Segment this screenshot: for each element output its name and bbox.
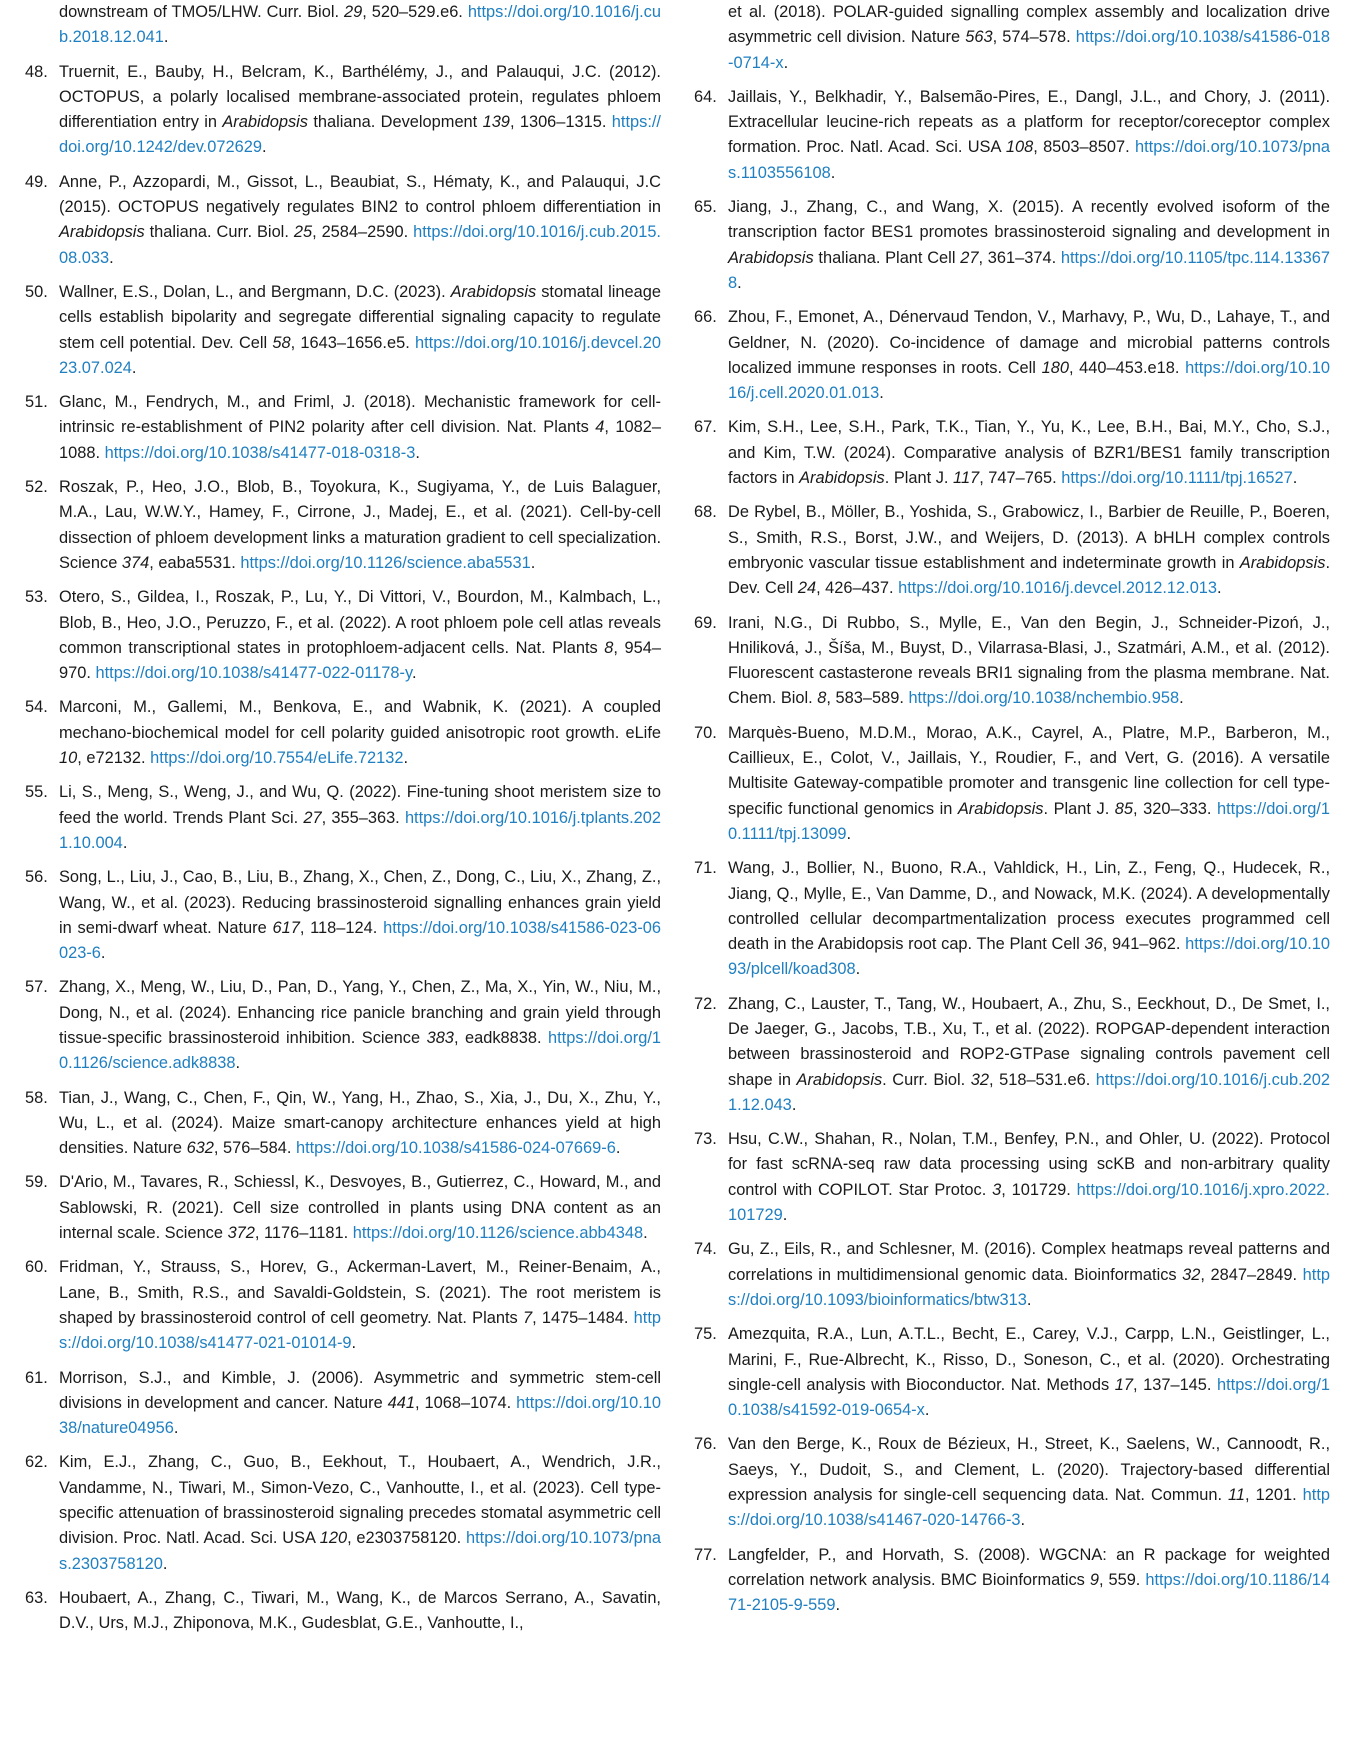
reference-item [694, 500, 1330, 601]
reference-text: , 361–374. [978, 248, 1061, 267]
reference-text: , 1068–1074. [415, 1393, 517, 1412]
reference-number: 52. [25, 478, 48, 497]
reference-item [694, 1543, 1330, 1619]
reference-text: . [415, 443, 420, 462]
reference-text: , 2584–2590. [312, 223, 414, 242]
doi-link[interactable]: https://doi.org/10.1016/j.cub.2018.12.041 [59, 3, 661, 47]
reference-number: 74. [694, 1240, 717, 1259]
left-column [25, 0, 661, 1646]
reference-item [694, 0, 1330, 76]
reference-item [694, 415, 1330, 491]
reference-item [694, 611, 1330, 712]
reference-text: . [122, 833, 128, 852]
reference-italic: 9 [1089, 1570, 1099, 1589]
reference-text: , eaba5531. [149, 553, 241, 572]
reference-number: 65. [694, 198, 717, 217]
reference-text: Otero, S., Gildea, I., Roszak, P., Lu, Y., Di Vittori, V., Bourdon, M., Kalmbach, L., Blob, B., Heo, J.O., Peruzzo, F., et al. (2022). A root phloem pole cell atlas reveals common transcriptional states in protophloem-adjacent cells. Nat. Plants [59, 588, 661, 657]
reference-text: , 574–578. [992, 28, 1076, 47]
reference-text: , 954–970. [59, 638, 661, 683]
doi-link[interactable]: https://doi.org/10.1111/tpj.16527 [1061, 469, 1293, 488]
reference-item [25, 975, 661, 1076]
doi-link[interactable]: https://doi.org/10.1111/tpj.13099 [728, 799, 1330, 843]
reference-text: . [782, 1206, 788, 1225]
reference-text: , e2303758120. [347, 1529, 466, 1548]
reference-italic: 372 [227, 1224, 255, 1243]
reference-text: Marquès-Bueno, M.D.M., Morao, A.K., Cayrel, A., Platre, M.P., Barberon, M., Caillieux, E., Colot, V., Jaillais, Y., Roudier, F., and Vert, G. (2016). A versatile Multisite Gateway-compatible promoter and transgenic line collection for cell type-specific functional genomics in [728, 723, 1330, 818]
doi-link[interactable]: https://doi.org/10.1016/j.cub.2021.12.043 [728, 1070, 1330, 1114]
reference-text: Li, S., Meng, S., Weng, J., and Wu, Q. (2022). Fine-tuning shoot meristem size to feed the world. Trends Plant Sci. [59, 783, 661, 827]
reference-italic: 25 [293, 223, 313, 242]
reference-text: , eadk8838. [453, 1028, 549, 1047]
doi-link[interactable]: https://doi.org/10.1016/j.tplants.2021.10.004 [59, 808, 661, 852]
reference-text: Wallner, E.S., Dolan, L., and Bergmann, D.C. (2023). [59, 282, 451, 301]
doi-link[interactable]: https://doi.org/10.1126/science.adk8838 [59, 1028, 661, 1073]
doi-link[interactable]: https://doi.org/10.1126/science.aba5531 [240, 553, 531, 572]
doi-link[interactable]: https://doi.org/10.1038/nchembio.958 [908, 689, 1180, 708]
reference-item [25, 390, 661, 466]
reference-italic: 617 [272, 918, 300, 937]
reference-number: 75. [694, 1325, 717, 1344]
reference-text: , 1475–1484. [532, 1308, 634, 1327]
reference-text: . [109, 248, 114, 267]
reference-italic: 27 [960, 248, 979, 267]
reference-item [694, 1432, 1330, 1533]
reference-number: 53. [25, 588, 48, 607]
doi-link[interactable]: https://doi.org/10.1016/j.devcel.2012.12.013 [898, 579, 1218, 598]
reference-item [25, 780, 661, 856]
reference-text: , 320–333. [1133, 799, 1217, 818]
reference-text: . Curr. Biol. [882, 1070, 971, 1089]
doi-link[interactable]: https://doi.org/10.1016/j.cell.2020.01.013 [728, 358, 1330, 403]
reference-item [25, 280, 661, 381]
reference-italic: 4 [595, 418, 605, 437]
doi-link[interactable]: https://doi.org/10.1038/s41586-024-07669-6 [295, 1139, 616, 1158]
reference-text: . [162, 1554, 168, 1573]
reference-italic: Arabidopsis [799, 469, 885, 488]
reference-text: . [351, 1334, 357, 1353]
reference-text: Kim, E.J., Zhang, C., Guo, B., Eekhout, T., Houbaert, A., Wendrich, J.R., Vandamme, N., Tiwari, M., Simon-Vezo, C., Vanhoutte, I., et al. (2023). Cell type-specific attenuation of brassinosteroid signaling precedes stomatal asymmetric cell division. Proc. Natl. Acad. Sci. USA [59, 1453, 661, 1548]
reference-text: , 101729. [1001, 1180, 1077, 1199]
reference-item [25, 865, 661, 966]
reference-text: . Dev. Cell [728, 553, 1330, 598]
reference-number: 55. [25, 783, 48, 802]
reference-text: , 1306–1315. [509, 113, 612, 132]
doi-link[interactable]: https://doi.org/10.1073/pnas.2303758120 [59, 1529, 661, 1573]
reference-item [25, 1586, 661, 1637]
reference-text: . [737, 273, 742, 292]
doi-link[interactable]: https://doi.org/10.1038/s41477-018-0318-3 [104, 443, 416, 462]
reference-text: Fridman, Y., Strauss, S., Horev, G., Ackerman-Lavert, M., Reiner-Benaim, A., Lane, B., Smith, R.S., and Savaldi-Goldstein, S. (2021). The root meristem is shaped by brassinosteroid control of cell geometry. Nat. Plants [59, 1258, 661, 1327]
reference-text: stomatal lineage cells establish bipolarity and segregate differential signaling capacity to regulate stem cell potential. Dev. Cell [59, 282, 661, 352]
doi-link[interactable]: https://doi.org/10.1093/bioinformatics/btw313 [728, 1265, 1330, 1309]
reference-text: downstream of TMO5/LHW. Curr. Biol. [59, 3, 344, 21]
reference-text: , 1643–1656.e5. [290, 333, 415, 352]
reference-item [694, 856, 1330, 982]
reference-italic: 8 [604, 638, 614, 657]
reference-italic: 563 [965, 28, 993, 47]
doi-link[interactable]: https://doi.org/10.1073/pnas.1103556108 [728, 138, 1330, 182]
reference-italic: 7 [522, 1308, 533, 1327]
reference-number: 71. [694, 859, 717, 878]
reference-text: Van den Berge, K., Roux de Bézieux, H., Street, K., Saelens, W., Cannoodt, R., Saeys, Y., Dudoit, S., and Clement, L. (2020). Trajectory-based differential expression analysis for single-cell sequencing data. Nat. Commun. [728, 1435, 1330, 1505]
reference-item [694, 1322, 1330, 1423]
reference-italic: 108 [1005, 138, 1034, 157]
reference-italic: 383 [426, 1028, 454, 1047]
reference-text: , 747–765. [979, 469, 1062, 488]
reference-number: 66. [694, 308, 717, 327]
reference-item [25, 1086, 661, 1162]
reference-text: Houbaert, A., Zhang, C., Tiwari, M., Wang, K., de Marcos Serrano, A., Savatin, D.V., Urs, M.J., Zhiponova, M.K., Gudesblat, G.E., Vanhoutte, I., [59, 1588, 661, 1633]
reference-text: Jiang, J., Zhang, C., and Wang, X. (2015). A recently evolved isoform of the transcription factor BES1 promotes brassinosteroid signaling and development in [728, 198, 1330, 242]
reference-text: . [783, 53, 789, 72]
reference-text: . [846, 824, 852, 843]
doi-link[interactable]: https://doi.org/10.7554/eLife.72132 [150, 749, 404, 768]
reference-text: . [235, 1054, 241, 1073]
reference-text: . [830, 163, 836, 182]
reference-text: Truernit, E., Bauby, H., Belcram, K., Barthélémy, J., and Palauqui, J.C. (2012). OCTOPUS, a polarly localised membrane-associated protein, regulates phloem differentiation entry in [59, 62, 661, 132]
reference-text: . [530, 553, 536, 572]
doi-link[interactable]: https://doi.org/10.1016/j.xpro.2022.101729 [728, 1180, 1330, 1225]
reference-item [25, 0, 661, 51]
doi-link[interactable]: https://doi.org/10.1038/s41586-018-0714-x [728, 28, 1331, 72]
reference-number: 54. [25, 698, 48, 717]
reference-number: 76. [694, 1435, 717, 1454]
reference-italic: 11 [1228, 1486, 1246, 1505]
reference-text: Irani, N.G., Di Rubbo, S., Mylle, E., Van den Begin, J., Schneider-Pizoń, J., Hniliková, J., Šíša, M., Buyst, D., Vilarrasa-Blasi, J., Szatmári, A.M., et al. (2012). Fluorescent castasterone reveals BRI1 signaling from the plasma membrane. Nat. Chem. Biol. [728, 613, 1330, 708]
right-column [694, 0, 1330, 1628]
doi-link[interactable]: https://doi.org/10.1038/nature04956 [59, 1393, 661, 1438]
reference-number: 48. [25, 62, 48, 81]
reference-number: 61. [25, 1368, 48, 1387]
reference-text: Marconi, M., Gallemi, M., Benkova, E., and Wabnik, K. (2021). A coupled mechano-biochemical model for cell polarity guided anisotropic root growth. eLife [59, 698, 661, 742]
reference-text: D'Ario, M., Tavares, R., Schiessl, K., Desvoyes, B., Gutierrez, C., Howard, M., and Sablowski, R. (2021). Cell size controlled in plants using DNA content as an internal scale. Science [59, 1173, 661, 1243]
reference-number: 56. [25, 868, 48, 887]
reference-text: . [1292, 469, 1298, 488]
reference-italic: Arabidopsis [222, 113, 308, 132]
doi-link[interactable]: https://doi.org/10.1105/tpc.114.133678 [728, 248, 1331, 292]
reference-text: Song, L., Liu, J., Cao, B., Liu, B., Zhang, X., Chen, Z., Dong, C., Liu, X., Zhang, Z., Wang, W., et al. (2023). Reducing brassinosteroid signalling enhances grain yield in semi-dwarf wheat. Nature [59, 868, 661, 937]
reference-text: , 355–363. [321, 808, 405, 827]
reference-item [694, 721, 1330, 847]
reference-number: 77. [694, 1545, 717, 1564]
reference-text: Jaillais, Y., Belkhadir, Y., Balsemão-Pires, E., Dangl, J.L., and Chory, J. (2011). Extracellular leucine-rich repeats as a platform for receptor/coreceptor complex formation. Proc. Natl. Acad. Sci. USA [728, 87, 1330, 157]
reference-italic: 27 [303, 808, 322, 827]
reference-text: . [879, 384, 884, 403]
reference-text: Tian, J., Wang, C., Chen, F., Qin, W., Yang, H., Zhao, S., Xia, J., Du, X., Zhu, Y., Wu, L., et al. (2024). Maize smart-canopy architecture enhances yield at high densities. Nature [59, 1088, 661, 1158]
reference-text: Anne, P., Azzopardi, M., Gissot, L., Beaubiat, S., Hématy, K., and Palauqui, J.C (2015). OCTOPUS negatively regulates BIN2 to control phloem differentiation in [59, 172, 661, 217]
doi-link[interactable]: https://doi.org/10.1126/science.abb4348 [352, 1224, 644, 1243]
reference-italic: 85 [1114, 799, 1134, 818]
reference-text: Gu, Z., Eils, R., and Schlesner, M. (2016). Complex heatmaps reveal patterns and correlations in multidimensional genomic data. Bioinformatics [728, 1240, 1330, 1284]
reference-italic: 374 [121, 553, 150, 572]
reference-text: , 137–145. [1133, 1375, 1218, 1394]
doi-link[interactable]: https://doi.org/10.1242/dev.072629 [59, 113, 661, 157]
reference-text: . [643, 1224, 648, 1243]
reference-text: , 583–589. [826, 689, 909, 708]
doi-link[interactable]: https://doi.org/10.1038/s41477-021-01014-9 [59, 1308, 661, 1353]
reference-text: . [615, 1139, 621, 1158]
reference-text: , 2847–2849. [1200, 1265, 1303, 1284]
doi-link[interactable]: https://doi.org/10.1016/j.cub.2015.08.033 [59, 223, 661, 267]
reference-text: . [1026, 1290, 1032, 1309]
reference-text: , 520–529.e6. [362, 3, 468, 21]
reference-text: . [173, 1419, 179, 1438]
reference-number: 49. [25, 172, 48, 191]
reference-italic: Arabidopsis [957, 799, 1044, 818]
reference-italic: 139 [482, 113, 510, 132]
reference-item [25, 1366, 661, 1442]
reference-text: . [855, 960, 861, 979]
reference-text: , 8503–8507. [1033, 138, 1135, 157]
reference-text: thaliana. Curr. Biol. [144, 223, 294, 242]
doi-link[interactable]: https://doi.org/10.1038/s41477-022-01178-y [95, 664, 412, 683]
reference-number: 70. [694, 723, 717, 742]
reference-text: Amezquita, R.A., Lun, A.T.L., Becht, E., Carey, V.J., Carpp, L.N., Geistlinger, L., Marini, F., Rue-Albrecht, K., Risso, D., Soneson, C., et al. (2020). Orchestrating single-cell analysis with Bioconductor. Nat. Methods [728, 1325, 1330, 1394]
reference-text: . [791, 1095, 797, 1114]
reference-number: 63. [25, 1588, 48, 1607]
reference-item [694, 1237, 1330, 1313]
reference-text: . [131, 358, 137, 377]
reference-number: 60. [25, 1258, 48, 1277]
reference-text: et al. (2018). POLAR-guided signalling complex assembly and localization drive asymmetric cell division. Nature [728, 3, 1330, 47]
reference-text: , 518–531.e6. [989, 1070, 1096, 1089]
reference-text: . [100, 944, 106, 963]
reference-text: Roszak, P., Heo, J.O., Blob, B., Toyokura, K., Sugiyama, Y., de Luis Balaguer, M.A., Lau, W.W.Y., Hamey, F., Cirrone, J., Madej, E., et al. (2021). Cell-by-cell dissection of phloem development links a maturation gradient to cell specialization. Science [59, 478, 661, 572]
reference-item [25, 475, 661, 576]
reference-number: 72. [694, 994, 717, 1013]
reference-item [25, 585, 661, 686]
reference-text: Langfelder, P., and Horvath, S. (2008). WGCNA: an R package for weighted correlation network analysis. BMC Bioinformatics [728, 1545, 1330, 1589]
reference-number: 68. [694, 503, 717, 522]
reference-italic: 632 [186, 1139, 214, 1158]
reference-text: , 440–453.e18. [1068, 358, 1186, 377]
reference-text: , 576–584. [213, 1139, 296, 1158]
reference-number: 69. [694, 613, 717, 632]
reference-item [25, 1255, 661, 1356]
reference-number: 50. [25, 282, 48, 301]
reference-italic: 24 [797, 579, 817, 598]
reference-italic: 58 [272, 333, 291, 352]
reference-number: 59. [25, 1173, 48, 1192]
reference-italic: 29 [343, 3, 363, 21]
reference-item [694, 305, 1330, 406]
reference-text: . [1020, 1511, 1026, 1530]
reference-italic: 36 [1084, 935, 1103, 954]
doi-link[interactable]: https://doi.org/10.1186/1471-2105-9-559 [728, 1570, 1331, 1615]
reference-text: . [411, 664, 417, 683]
reference-text: thaliana. Plant Cell [813, 248, 961, 267]
doi-link[interactable]: https://doi.org/10.1038/s41592-019-0654-x [728, 1375, 1330, 1420]
reference-item [694, 1127, 1330, 1228]
reference-text: Kim, S.H., Lee, S.H., Park, T.K., Tian, Y., Yu, K., Lee, B.H., Bai, M.Y., Cho, S.J., and Kim, T.W. (2024). Comparative analysis of BZR1/BES1 family transcription factors in [728, 418, 1330, 488]
reference-text: . Plant J. [1043, 799, 1115, 818]
doi-link[interactable]: https://doi.org/10.1038/s41586-023-06023-6 [59, 918, 662, 963]
reference-item [25, 1450, 661, 1576]
reference-text: Morrison, S.J., and Kimble, J. (2006). Asymmetric and symmetric stem-cell divisions in development and cancer. Nature [59, 1368, 661, 1412]
reference-item [25, 695, 661, 771]
reference-italic: Arabidopsis [796, 1070, 883, 1089]
reference-text: Wang, J., Bollier, N., Buono, R.A., Vahldick, H., Lin, Z., Feng, Q., Hudecek, R., Jiang, Q., Mylle, E., Van Damme, D., and Nowack, M.K. (2024). A developmentally controlled cellular decompartmentalization process executes programmed cell death in the Arabidopsis root cap. The Plant Cell [728, 859, 1330, 954]
reference-text: De Rybel, B., Möller, B., Yoshida, S., Grabowicz, I., Barbier de Reuille, P., Boeren, S., Smith, R.S., Borst, J.W., and Weijers, D. (2013). A bHLH complex controls embryonic vascular tissue establishment and indeterminate growth in [728, 503, 1330, 572]
reference-italic: Arabidopsis [450, 282, 537, 301]
doi-link[interactable]: https://doi.org/10.1016/j.devcel.2023.07.024 [59, 333, 662, 377]
reference-italic: 441 [387, 1393, 416, 1412]
reference-text: , 941–962. [1102, 935, 1186, 954]
reference-italic: 117 [953, 469, 980, 488]
reference-text: Zhou, F., Emonet, A., Dénervaud Tendon, V., Marhavy, P., Wu, D., Lahaye, T., and Geldner, N. (2020). Co-incidence of damage and microbial patterns controls localized immune responses in roots. Cell [728, 308, 1330, 377]
reference-item [25, 170, 661, 271]
reference-text: Zhang, X., Meng, W., Liu, D., Pan, D., Yang, Y., Chen, Z., Ma, X., Yin, W., Niu, M., Dong, N., et al. (2024). Enhancing rice panicle branching and grain yield through tissue-specific brassinosteroid inhibition. Science [59, 978, 661, 1047]
reference-italic: 8 [817, 689, 827, 708]
reference-item [25, 60, 661, 161]
reference-italic: 10 [59, 749, 78, 768]
reference-number: 64. [694, 87, 717, 106]
reference-text: Hsu, C.W., Shahan, R., Nolan, T.M., Benfey, P.N., and Ohler, U. (2022). Protocol for fast scRNA-seq raw data processing using scKB and non-arbitrary quality control with COPILOT. Star Protoc. [728, 1130, 1330, 1199]
reference-item [25, 1170, 661, 1246]
reference-text: Zhang, C., Lauster, T., Tang, W., Houbaert, A., Zhu, S., Eeckhout, D., De Smet, I., De Jaeger, G., Jacobs, T.B., Xu, T., et al. (2022). ROPGAP-dependent interaction between brassinosteroid and ROP2-GTPase signaling controls pavement cell shape in [728, 994, 1330, 1089]
reference-text: . [261, 138, 267, 157]
reference-italic: 32 [970, 1070, 989, 1089]
reference-text: thaliana. Development [308, 113, 483, 132]
reference-text: . [835, 1596, 841, 1615]
reference-italic: 3 [992, 1180, 1002, 1199]
reference-item [694, 195, 1330, 296]
reference-number: 58. [25, 1088, 48, 1107]
reference-item [694, 992, 1330, 1118]
reference-italic: Arabidopsis [1239, 553, 1326, 572]
reference-text: , 559. [1098, 1570, 1146, 1589]
reference-number: 67. [694, 418, 717, 437]
reference-text: , e72132. [77, 749, 151, 768]
reference-italic: 180 [1041, 358, 1069, 377]
reference-number: 57. [25, 978, 48, 997]
reference-item [694, 85, 1330, 186]
reference-text: . [403, 749, 409, 768]
reference-text: , 1201. [1245, 1486, 1303, 1505]
reference-text: , 426–437. [816, 579, 899, 598]
reference-italic: Arabidopsis [59, 223, 145, 242]
reference-italic: 17 [1114, 1375, 1133, 1394]
reference-number: 62. [25, 1453, 48, 1472]
reference-number: 73. [694, 1130, 717, 1149]
reference-number: 51. [25, 393, 48, 412]
reference-text: , 1082–1088. [59, 418, 661, 462]
reference-text: . [163, 28, 169, 47]
reference-text: . [924, 1401, 930, 1420]
reference-italic: 32 [1182, 1265, 1201, 1284]
reference-text: , 118–124. [299, 918, 384, 937]
reference-text: . Plant J. [884, 469, 954, 488]
reference-italic: Arabidopsis [728, 248, 814, 267]
reference-text: Glanc, M., Fendrych, M., and Friml, J. (2018). Mechanistic framework for cell-intrinsic re-establishment of PIN2 polarity after cell division. Nat. Plants [59, 393, 661, 437]
reference-text: . [1217, 579, 1222, 598]
reference-italic: 120 [319, 1529, 348, 1548]
doi-link[interactable]: https://doi.org/10.1038/s41467-020-14766-3 [728, 1486, 1330, 1530]
reference-text: . [1179, 689, 1184, 708]
reference-text: , 1176–1181. [254, 1224, 353, 1243]
doi-link[interactable]: https://doi.org/10.1093/plcell/koad308 [728, 935, 1330, 979]
